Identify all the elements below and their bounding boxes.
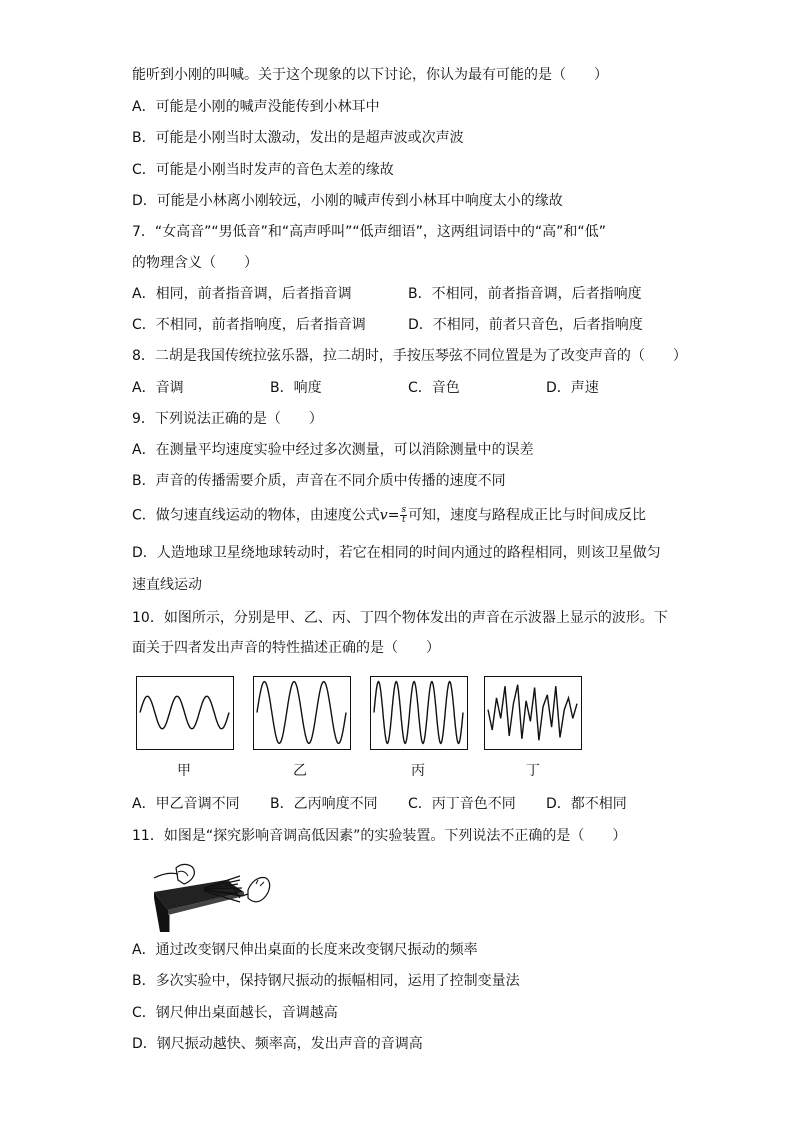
speed-formula-fraction (400, 506, 407, 525)
q9-option-d-line2: 速直线运动 (132, 577, 202, 593)
velocity-symbol: v (379, 507, 388, 524)
q7-stem-line1: 7．“女高音”“男低音”和“高声呼叫”“低声细语”，这两组词语中的“高”和“低” (132, 224, 606, 240)
q9-option-b: B．声音的传播需要介质，声音在不同介质中传播的速度不同 (132, 473, 506, 489)
q7-option-a: A．相同，前者指音调，后者指音调 (132, 286, 352, 302)
ruler-experiment-figure (148, 858, 274, 932)
ruler-experiment-illustration (148, 858, 274, 932)
q10-option-d: D．都不相同 (546, 796, 627, 812)
q10-stem-line1: 10．如图所示，分别是甲、乙、丙、丁四个物体发出的声音在示波器上显示的波形。下 (132, 610, 668, 626)
q11-stem: 11．如图是“探究影响音调高低因素”的实验装置。下列说法不正确的是（ ） (132, 828, 627, 844)
q8-stem: 8．二胡是我国传统拉弦乐器，拉二胡时，手按压琴弦不同位置是为了改变声音的（ ） (132, 348, 687, 364)
equals-sign: = (387, 507, 400, 524)
waveform-label-ding: 丁 (526, 763, 540, 779)
q10-stem-line2: 面关于四者发出声音的特性描述正确的是（ ） (132, 640, 440, 656)
q9-option-c (132, 506, 646, 525)
q11-option-b: B．多次实验中，保持钢尺振动的振幅相同，运用了控制变量法 (132, 973, 520, 989)
q6-option-a: A．可能是小刚的喊声没能传到小林耳中 (132, 99, 380, 115)
q10-option-c: C．丙丁音色不同 (408, 796, 516, 812)
waveform-curve (374, 682, 463, 744)
waveform-panel-bing (370, 676, 468, 750)
q7-option-c: C．不相同，前者指响度，后者指音调 (132, 317, 366, 333)
fraction-denominator: t (401, 515, 406, 525)
waveform-ding (485, 677, 580, 748)
q8-option-c: C．音色 (408, 380, 460, 396)
waveform-curve (488, 685, 577, 741)
q8-option-a: A．音调 (132, 380, 184, 396)
waveform-label-yi: 乙 (293, 763, 307, 779)
q6-option-b: B．可能是小刚当时太激动，发出的是超声波或次声波 (132, 130, 464, 146)
q9-option-c-prefix: C．做匀速直线运动的物体，由速度公式 (132, 507, 380, 524)
q9-option-c-suffix: 可知，速度与路程成正比与时间成反比 (408, 507, 647, 524)
q8-option-d: D．声速 (546, 380, 599, 396)
q9-option-d-line1: D．人造地球卫星绕地球转动时，若它在相同的时间内通过的路程相同，则该卫星做匀 (132, 545, 661, 561)
q11-option-a: A．通过改变钢尺伸出桌面的长度来改变钢尺振动的频率 (132, 942, 478, 958)
q9-option-a: A．在测量平均速度实验中经过多次测量，可以消除测量中的误差 (132, 442, 534, 458)
waveform-yi (254, 677, 349, 748)
q7-stem-line2: 的物理含义（ ） (132, 255, 258, 271)
q7-option-b: B．不相同，前者指音调，后者指响度 (408, 286, 642, 302)
waveform-curve (257, 682, 346, 744)
fraction-numerator: s (401, 505, 407, 515)
q7-option-d: D．不相同，前者只音色，后者指响度 (408, 317, 643, 333)
waveform-panel-yi (253, 676, 351, 750)
q10-option-a: A．甲乙音调不同 (132, 796, 240, 812)
waveform-curve (140, 696, 229, 729)
q11-option-c: C．钢尺伸出桌面越长，音调越高 (132, 1005, 338, 1021)
q6-stem-tail: 能听到小刚的叫喊。关于这个现象的以下讨论，你认为最有可能的是（ ） (132, 67, 608, 83)
q11-option-d: D．钢尺振动越快、频率高，发出声音的音调高 (132, 1036, 423, 1052)
waveform-panel-ding (484, 676, 582, 750)
q8-option-b: B．响度 (270, 380, 322, 396)
q10-option-b: B．乙丙响度不同 (270, 796, 378, 812)
waveform-panel-jia (136, 676, 234, 750)
q6-option-c: C．可能是小刚当时发声的音色太差的缘故 (132, 162, 394, 178)
waveform-jia (137, 677, 232, 748)
waveform-bing (371, 677, 466, 748)
waveform-label-bing: 丙 (411, 763, 425, 779)
q9-stem: 9．下列说法正确的是（ ） (132, 411, 323, 427)
q6-option-d: D．可能是小林离小刚较远，小刚的喊声传到小林耳中响度太小的缘故 (132, 193, 563, 209)
waveform-label-jia: 甲 (177, 763, 191, 779)
